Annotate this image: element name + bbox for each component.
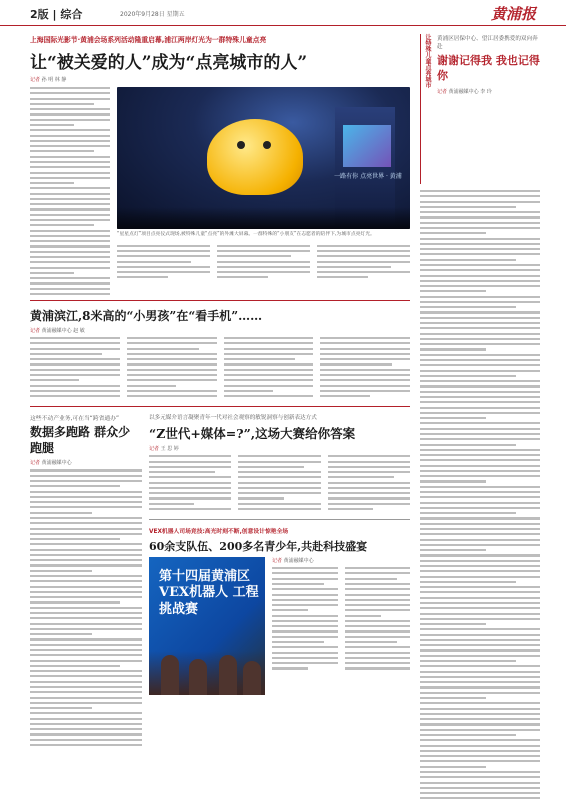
divider	[149, 519, 410, 520]
byline-name: 王 思 婷	[160, 446, 179, 453]
article-5	[149, 526, 410, 695]
article3-byline	[30, 459, 142, 466]
article2-headline: 黄浦滨江,8米高的“小男孩”在“看手机”……	[30, 309, 263, 324]
lower-right	[149, 413, 410, 749]
lead-article	[30, 34, 410, 298]
article4-kicker: 以多元媒介语言凝聚青年一代对社会观察的敏锐洞察与创新表达方式	[149, 415, 317, 422]
byline-name: 黄浦融媒中心	[283, 558, 314, 565]
divider	[30, 300, 410, 301]
sidebar-body	[420, 190, 540, 800]
main-column	[30, 34, 410, 749]
article3-headline: 数据多跑路 群众少跑腿	[30, 425, 131, 455]
people-silhouette	[149, 651, 265, 695]
article2-byline	[30, 327, 410, 334]
divider	[30, 406, 410, 407]
lead-photo	[117, 87, 410, 229]
byline-name: 黄浦融媒中心	[41, 460, 72, 467]
byline-label: 记者	[272, 558, 283, 565]
building-screen	[343, 125, 391, 167]
sidebar-kicker: 黄浦区居保中心、望江居委携爱的双向奔赴	[437, 36, 538, 50]
byline-name: 孙 明 林 静	[41, 77, 67, 83]
lead-kicker: 上海国际光影节·黄浦会场系列活动隆重启幕,浦江两岸灯光为一群特殊儿童点亮	[30, 36, 267, 44]
issue-date: 2020年9月28日 星期五	[120, 11, 185, 18]
article-4	[149, 413, 410, 513]
sidebar-vertical-tag: 让特殊儿童点亮城市	[420, 34, 432, 184]
page-label: 2版 | 综合	[30, 8, 83, 21]
article3-kicker: 这些不动产业务,可在当“跨省通办”	[30, 416, 120, 423]
byline-label: 记者	[149, 446, 160, 453]
crowd-silhouette	[117, 207, 410, 229]
article-3	[30, 413, 142, 749]
sidebar-headline: 谢谢记得我 我也记得你	[437, 54, 540, 82]
byline-label: 记者	[30, 328, 41, 335]
screen-text: 一路有你 点亮世界 · 黄浦	[334, 173, 402, 180]
article5-kicker: VEX机器人司场竞技:高光时刻不断,创意设计惊艳全场	[149, 529, 289, 536]
article4-headline: “Z世代+媒体=?”,这场大赛给你答案	[149, 426, 356, 442]
lower-section	[30, 413, 410, 749]
article5-headline: 60余支队伍、200多名青少年,共赴科技盛宴	[149, 540, 368, 554]
byline-label: 记者	[30, 77, 41, 83]
lead-byline	[30, 76, 410, 83]
lead-photo-caption: “星星点灯”项目点亮仪式现场,被特殊儿童“点亮”的外滩大屏幕。一群特殊的“小朋友”在志愿者的陪伴下,为城市点亮灯光。	[117, 232, 375, 237]
article4-byline	[149, 445, 410, 452]
balloon-figure	[207, 119, 303, 195]
lead-headline: 让“被关爱的人”成为“点亮城市的人”	[30, 53, 308, 73]
robot-contest-photo	[149, 557, 265, 695]
article5-byline	[272, 557, 410, 564]
byline-label: 记者	[30, 460, 41, 467]
sidebar-byline	[437, 88, 540, 95]
newspaper-logo: 黄浦报	[490, 5, 536, 23]
byline-name: 黄浦融媒中心 李 玲	[448, 88, 492, 95]
masthead	[0, 0, 566, 26]
sidebar-column	[420, 34, 540, 800]
byline-name: 黄浦融媒中心 赵 敏	[41, 328, 85, 335]
byline-label: 记者	[437, 88, 448, 95]
photo-banner-text: 第十四届黄浦区 VEX机器人 工程挑战赛	[159, 569, 259, 617]
article-2	[30, 307, 410, 400]
